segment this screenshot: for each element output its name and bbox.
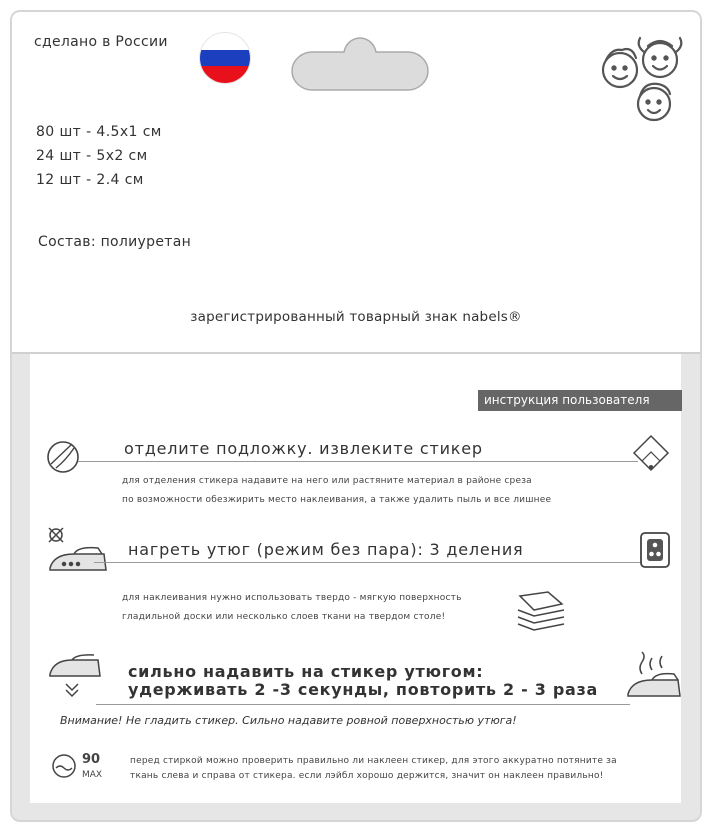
wash-note-1: перед стиркой можно проверить правильно ли наклеен стикер, для этого аккуратно потяните за [130, 756, 617, 766]
size-option-3: 12 шт - 2.4 см [36, 172, 144, 188]
wash-note-2: ткань слева и справа от стикера. если лэйбл хорошо держится, значит он наклеен правильно! [130, 771, 604, 781]
fabric-layers-icon [514, 590, 568, 634]
instructions-badge: инструкция пользователя [478, 390, 682, 411]
iron-setting-dial-icon [638, 530, 672, 570]
russia-flag-icon [199, 32, 251, 84]
instructions-section [30, 354, 681, 803]
step2-note-1: для наклеивания нужно использовать твердо - мягкую поверхность [122, 593, 462, 603]
wash-temperature-icon [50, 752, 78, 780]
wash-max-label: MAX [82, 770, 103, 780]
warning-text: Внимание! Не гладить стикер. Сильно надавите ровной поверхностью утюга! [60, 714, 517, 727]
size-option-2: 24 шт - 5x2 см [36, 148, 148, 164]
step2-note-2: гладильной доски или несколько слоев ткани на твердом столе! [122, 612, 446, 622]
made-in-text: сделано в России [34, 34, 168, 50]
step3-title-line1: сильно надавить на стикер утюгом: [128, 662, 484, 681]
iron-steam-icon [624, 650, 682, 700]
size-option-1: 80 шт - 4.5x1 см [36, 124, 162, 140]
step1-divider [78, 461, 638, 462]
step1-note-2: по возможности обезжирить место наклеивания, а также удалить пыль и все лишнее [122, 495, 552, 505]
step3-divider [96, 704, 630, 705]
composition-text: Состав: полиуретан [38, 234, 192, 250]
iron-press-icon [46, 654, 102, 702]
step1-note-1: для отделения стикера надавите на него или растяните материал в районе среза [122, 476, 532, 486]
peel-sticker-icon [46, 440, 80, 474]
sticker-corner-icon [630, 434, 672, 474]
step1-title: отделите подложку. извлеките стикер [124, 439, 483, 458]
wash-temperature-value: 90 [82, 752, 101, 767]
step3-title-line2: удерживать 2 -3 секунды, повторить 2 - 3 раза [128, 680, 598, 699]
hang-hole [292, 38, 428, 96]
iron-no-steam-icon [44, 526, 114, 578]
kids-faces-logo-icon [592, 30, 692, 126]
step2-title: нагреть утюг (режим без пара): 3 деления [128, 540, 524, 559]
step2-divider [94, 562, 642, 563]
trademark-text: зарегистрированный товарный знак nabels® [190, 309, 522, 325]
label-top-section [12, 12, 700, 354]
package-card [10, 10, 702, 822]
